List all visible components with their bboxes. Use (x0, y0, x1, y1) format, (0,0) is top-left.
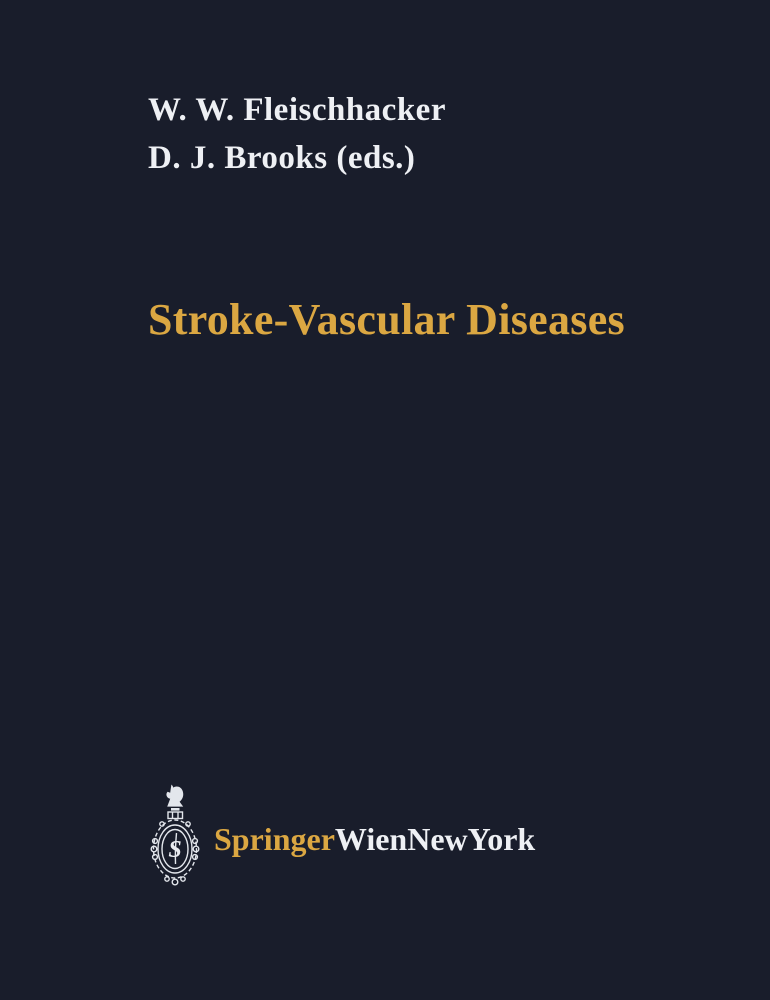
authors-block (148, 86, 446, 182)
publisher-name-springer: Springer (214, 821, 335, 858)
publisher-name-location: WienNewYork (334, 821, 536, 858)
emblem-monogram: S (168, 837, 182, 863)
publisher-block (150, 783, 535, 887)
author-name-1: W. W. Fleischhacker (148, 92, 446, 128)
publisher-name (214, 822, 535, 857)
author-name-2: D. J. Brooks (eds.) (148, 140, 416, 176)
springer-knight-emblem-icon (150, 783, 200, 887)
book-title: Stroke-Vascular Diseases (148, 295, 625, 344)
knight-icon (166, 785, 183, 807)
